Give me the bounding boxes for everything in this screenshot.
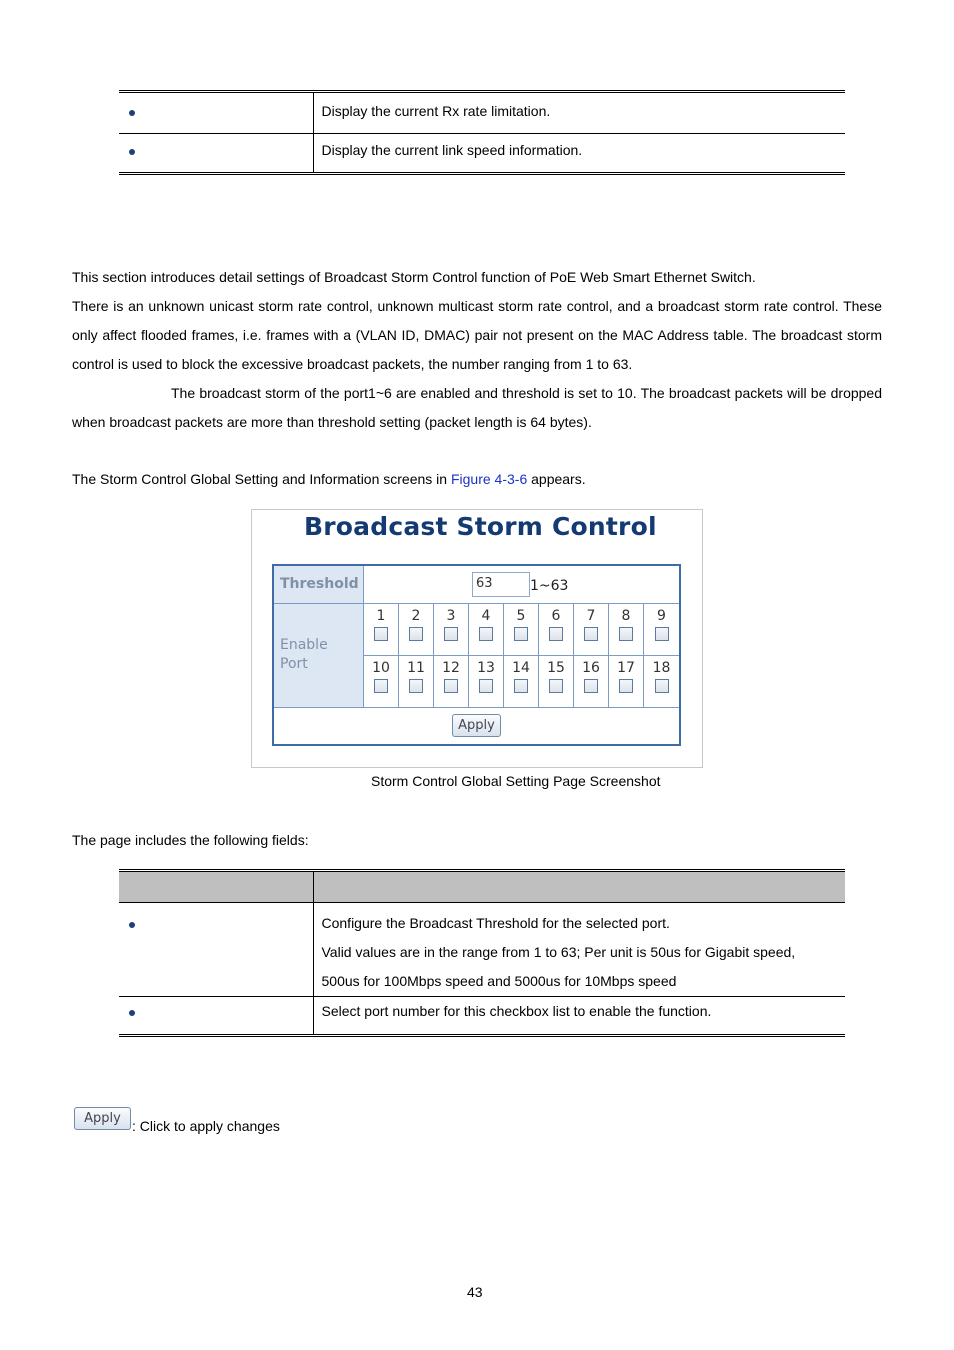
port-cell-2	[399, 604, 434, 656]
port-number: 14	[512, 660, 530, 676]
fields-intro: The page includes the following fields:	[72, 832, 309, 848]
port-cell-15	[539, 656, 574, 708]
table-cell-description: Display the current Rx rate limitation.	[313, 92, 845, 134]
port-cell-11	[399, 656, 434, 708]
screenshot-title: Broadcast Storm Control	[304, 512, 657, 541]
port-checkbox[interactable]	[619, 679, 633, 693]
fields-table	[119, 869, 845, 1037]
port-number: 11	[407, 660, 425, 676]
port-number: 6	[551, 608, 561, 624]
port-number: 9	[657, 608, 666, 624]
port-cell-16	[574, 656, 609, 708]
port-checkbox[interactable]	[479, 679, 493, 693]
description-line: Configure the Broadcast Threshold for the selected port.	[321, 915, 670, 931]
intro-text: The Storm Control Global Setting and Information screens in	[72, 471, 451, 487]
intro-paragraph-4	[72, 465, 882, 494]
threshold-row	[274, 566, 679, 604]
port-cell-4	[469, 604, 504, 656]
table-cell-description	[313, 997, 845, 1036]
threshold-range: 1~63	[530, 578, 569, 594]
threshold-input[interactable]: 63	[472, 572, 530, 597]
port-cell-6	[539, 604, 574, 656]
screenshot-figure	[251, 509, 703, 768]
table-row	[119, 903, 845, 997]
port-cell-12	[434, 656, 469, 708]
port-checkbox[interactable]	[655, 679, 669, 693]
port-cell-3	[434, 604, 469, 656]
table-cell-object	[119, 92, 313, 134]
enable-port-label-line1: Enable	[280, 637, 328, 653]
intro-paragraph-3: The broadcast storm of the port1~6 are enabled and threshold is set to 10. The broadcast packets will be dropped when broadcast packets are more than threshold setting (packet length is 64 bytes).	[72, 385, 882, 430]
enable-port-label-line2: Port	[280, 656, 308, 672]
port-number: 10	[372, 660, 390, 676]
table-row	[119, 997, 845, 1036]
port-checkbox[interactable]	[549, 679, 563, 693]
description-line: Select port number for this checkbox list to enable the function.	[321, 1003, 712, 1019]
port-number: 18	[652, 660, 671, 676]
table-row	[119, 92, 845, 134]
port-cell-10	[364, 656, 399, 708]
table-cell-object	[119, 134, 313, 174]
port-number: 5	[516, 608, 526, 624]
description-line: 500us for 100Mbps speed and 5000us for 10Mbps speed	[321, 973, 677, 989]
port-checkbox[interactable]	[584, 627, 598, 641]
port-number: 12	[442, 660, 460, 676]
intro-paragraph-2: There is an unknown unicast storm rate control, unknown multicast storm rate control, and a broadcast storm rate control. These only affect flooded frames, i.e. frames with a (VLAN ID, DMAC) pair not present on the MAC Address table. The broadcast storm control is used to block the excessive broadcast packets, the number ranging from 1 to 63.	[72, 298, 882, 372]
description-line: Valid values are in the range from 1 to 63; Per unit is 50us for Gigabit speed,	[321, 944, 796, 960]
intro-text: appears.	[527, 471, 586, 487]
figure-link[interactable]: Figure 4-3-6	[450, 471, 528, 487]
port-cell-13	[469, 656, 504, 708]
port-checkbox[interactable]	[479, 627, 493, 641]
port-number: 3	[446, 608, 456, 624]
threshold-label: Threshold	[274, 566, 364, 603]
bullet-icon	[129, 922, 135, 928]
port-cell-18	[644, 656, 679, 708]
port-cell-1	[364, 604, 399, 656]
intro-paragraph-1: This section introduces detail settings of Broadcast Storm Control function of PoE Web Smart Ethernet Switch.	[72, 269, 756, 285]
rate-info-table	[119, 90, 845, 175]
port-number: 7	[586, 608, 596, 624]
port-number: 16	[582, 660, 600, 676]
table-cell-object	[119, 997, 313, 1036]
port-number: 15	[547, 660, 565, 676]
port-checkbox[interactable]	[584, 679, 598, 693]
port-number: 8	[621, 608, 631, 624]
apply-button[interactable]: Apply	[452, 714, 501, 737]
apply-row	[274, 708, 679, 744]
port-checkbox[interactable]	[374, 679, 388, 693]
port-number: 13	[477, 660, 495, 676]
apply-button-sample[interactable]: Apply	[74, 1107, 131, 1130]
table-header-row	[119, 871, 845, 903]
port-checkbox[interactable]	[374, 627, 388, 641]
port-number: 4	[481, 608, 491, 624]
port-checkbox[interactable]	[409, 679, 423, 693]
figure-caption: Storm Control Global Setting Page Screenshot	[371, 773, 661, 789]
port-checkbox[interactable]	[444, 679, 458, 693]
port-checkbox[interactable]	[409, 627, 423, 641]
storm-control-table	[272, 564, 681, 746]
table-header-cell	[119, 871, 313, 903]
port-checkbox[interactable]	[514, 679, 528, 693]
port-cell-7	[574, 604, 609, 656]
port-number: 1	[376, 608, 386, 624]
port-number: 2	[411, 608, 421, 624]
apply-description: : Click to apply changes	[132, 1118, 280, 1134]
page-number: 43	[467, 1284, 483, 1300]
port-cell-8	[609, 604, 644, 656]
table-cell-object	[119, 903, 313, 997]
port-checkbox[interactable]	[655, 627, 669, 641]
table-row	[119, 134, 845, 174]
port-checkbox[interactable]	[444, 627, 458, 641]
port-cell-9	[644, 604, 679, 656]
port-checkbox[interactable]	[619, 627, 633, 641]
port-number: 17	[617, 660, 635, 676]
bullet-icon	[129, 110, 135, 116]
enable-port-label	[274, 604, 364, 708]
port-cell-17	[609, 656, 644, 708]
bullet-icon	[129, 1010, 135, 1016]
port-checkbox[interactable]	[549, 627, 563, 641]
table-header-cell	[313, 871, 845, 903]
port-checkbox[interactable]	[514, 627, 528, 641]
bullet-icon	[129, 149, 135, 155]
table-cell-description: Display the current link speed information.	[321, 142, 583, 158]
table-cell-description	[313, 903, 845, 997]
port-cell-5	[504, 604, 539, 656]
port-cell-14	[504, 656, 539, 708]
